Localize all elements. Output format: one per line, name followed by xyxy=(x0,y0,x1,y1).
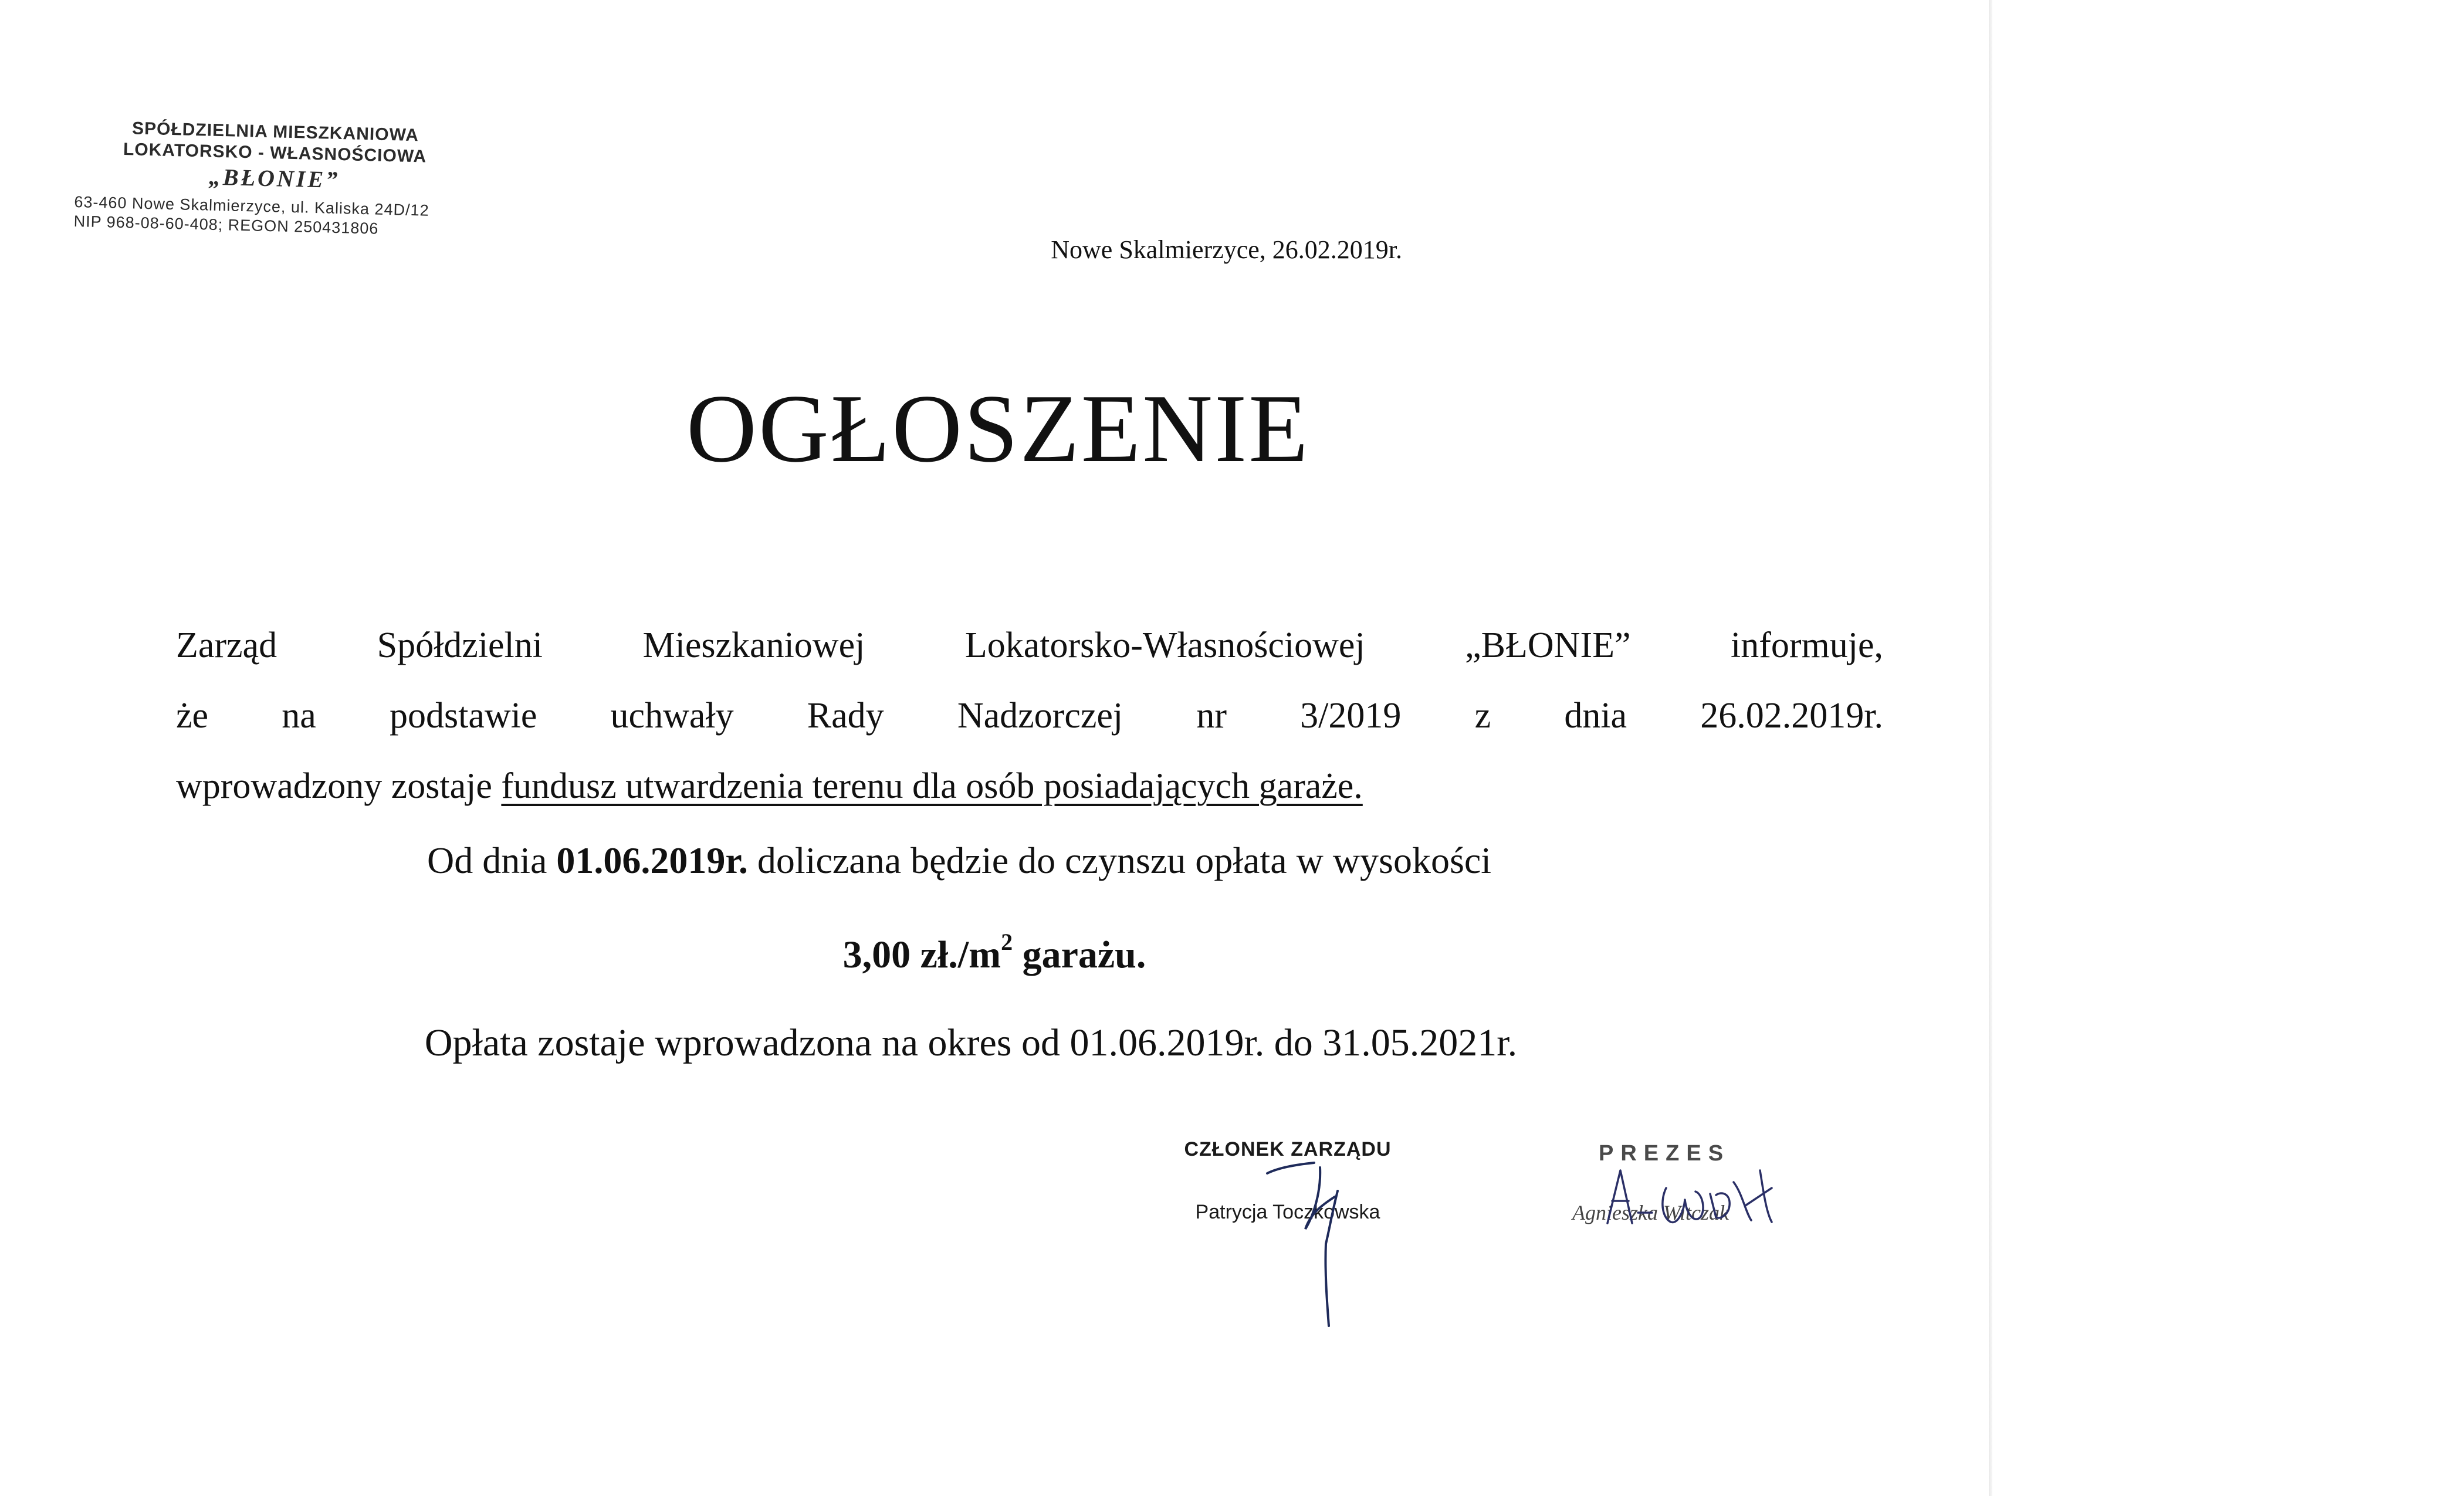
stamp-line-2: LOKATORSKO - WŁASNOŚCIOWA xyxy=(123,139,427,167)
fee-rate-amount: 3,00 zł./m xyxy=(842,933,1001,976)
paragraph-line-3-start: wprowadzony zostaje xyxy=(176,766,502,806)
scan-margin xyxy=(1992,0,2464,1496)
president-handwritten-signature xyxy=(1596,1159,1795,1235)
board-member-name: Patrycja Toczkowska xyxy=(1195,1201,1380,1223)
fee-start-line xyxy=(0,839,1989,882)
stamp-line-3: „BŁONIE” xyxy=(208,163,340,193)
underlined-fund-text: fundusz utwardzenia terenu dla osób posiadających garaże. xyxy=(501,766,1363,806)
paragraph-line-2: że na podstawie uchwały Rady Nadzorczej nr 3/2019 z dnia 26.02.2019r. xyxy=(176,696,1883,736)
announcement-paragraph xyxy=(176,610,1883,821)
stamp-line-1: SPÓŁDZIELNIA MIESZKANIOWA xyxy=(131,119,419,145)
stamp-line-4: 63-460 Nowe Skalmierzyce, ul. Kaliska 24D/12 xyxy=(74,192,429,219)
fee-rate-line xyxy=(0,929,1989,977)
company-stamp xyxy=(73,117,475,241)
president-role: PREZES xyxy=(1599,1141,1731,1166)
fee-period-line: Opłata zostaje wprowadzona na okres od 01.06.2019r. do 31.05.2021r. xyxy=(424,1021,1518,1064)
president-name: Agnieszka Witczak xyxy=(1572,1201,1729,1224)
paragraph-line-3 xyxy=(176,751,1883,821)
fee-start-date: 01.06.2019r. xyxy=(556,840,748,881)
board-member-handwritten-signature xyxy=(1255,1150,1373,1338)
paragraph-line-1: Zarząd Spółdzielni Mieszkaniowej Lokatorsko-Własnościowej „BŁONIE” informuje, xyxy=(176,625,1883,665)
fee-rate-exponent: 2 xyxy=(1001,929,1013,955)
stamp-line-5: NIP 968-08-60-408; REGON 250431806 xyxy=(73,212,379,238)
document-title: OGŁOSZENIE xyxy=(686,374,1310,482)
place-and-date: Nowe Skalmierzyce, 26.02.2019r. xyxy=(1051,235,1402,264)
fee-rate-suffix: garażu. xyxy=(1013,933,1146,976)
fee-start-suffix: doliczana będzie do czynszu opłata w wysokości xyxy=(747,840,1492,881)
fee-start-prefix: Od dnia xyxy=(427,840,557,881)
board-member-role: CZŁONEK ZARZĄDU xyxy=(1184,1138,1392,1160)
